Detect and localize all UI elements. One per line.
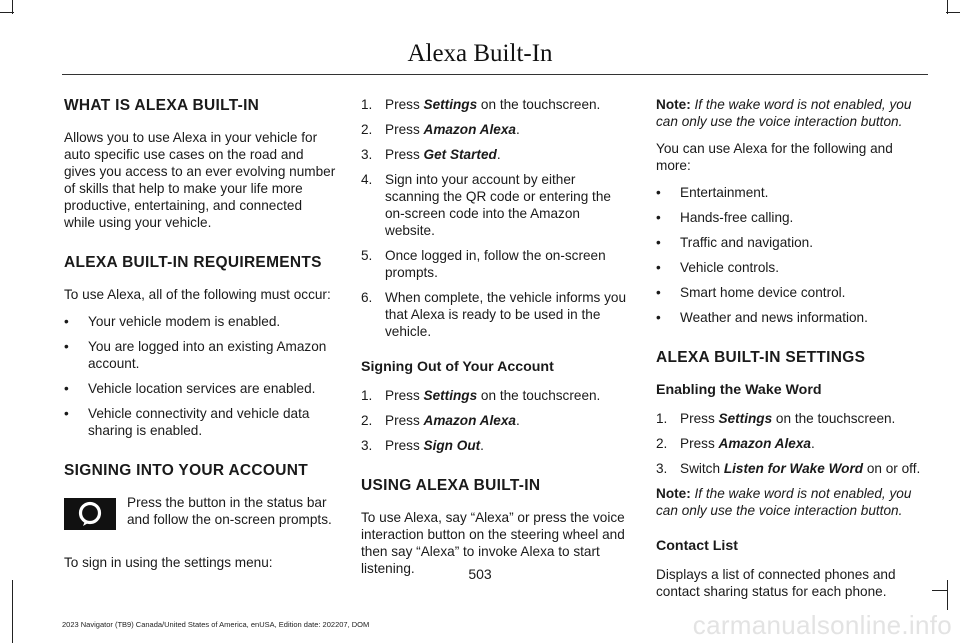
paragraph-uses-intro: You can use Alexa for the following and more: — [656, 141, 893, 173]
icon-instruction — [64, 494, 336, 542]
icon-instruction-text: Press the button in the status bar and follow the on-screen prompts. — [127, 495, 332, 527]
crop-mark-bottom-right-h — [932, 590, 948, 591]
paragraph-contact-list: Displays a list of connected phones and contact sharing status for each phone. — [656, 567, 896, 599]
column-1 — [64, 96, 336, 581]
heading-signing-out: Signing Out of Your Account — [361, 359, 554, 375]
list-item: • Smart home device control. — [656, 285, 846, 300]
list-item: • Entertainment. — [656, 185, 769, 200]
heading-contact-list: Contact List — [656, 538, 738, 554]
crop-mark-bottom-right-v — [947, 580, 948, 610]
list-item: • Weather and news information. — [656, 310, 868, 325]
column-3 — [656, 96, 928, 610]
uses-list — [656, 184, 928, 326]
list-item: 2. Press Amazon Alexa. — [361, 413, 520, 428]
alexa-logo-icon — [64, 498, 116, 530]
header-rule — [62, 74, 928, 75]
heading-what-is-alexa: WHAT IS ALEXA BUILT-IN — [64, 97, 260, 114]
heading-alexa-settings: ALEXA BUILT-IN SETTINGS — [656, 349, 866, 366]
heading-wake-word: Enabling the Wake Word — [656, 382, 822, 398]
requirements-list — [64, 313, 336, 439]
list-item: 3. Press Get Started. — [361, 147, 501, 162]
list-item: 6. When complete, the vehicle informs you that Alexa is ready to be used in the vehicle. — [361, 290, 627, 339]
list-item: • Traffic and navigation. — [656, 235, 813, 250]
list-item: • Your vehicle modem is enabled. — [64, 314, 281, 329]
page-title: Alexa Built-In — [407, 40, 553, 67]
heading-using-alexa: USING ALEXA BUILT-IN — [361, 477, 541, 494]
paragraph-using-alexa: To use Alexa, say “Alexa” or press the voice interaction button on the steering wheel and then say “Alexa” to invoke Alexa to start listening. — [361, 510, 625, 576]
heading-signing-in: SIGNING INTO YOUR ACCOUNT — [64, 462, 309, 479]
paragraph-settings-menu: To sign in using the settings menu: — [64, 555, 273, 570]
list-item: 1. Press Settings on the touchscreen. — [361, 97, 601, 112]
wake-word-steps — [656, 410, 928, 477]
list-item: 2. Press Amazon Alexa. — [361, 122, 520, 137]
crop-mark-bottom-left-v — [12, 580, 13, 643]
list-item: 1. Press Settings on the touchscreen. — [361, 388, 601, 403]
list-item: 5. Once logged in, follow the on-screen prompts. — [361, 248, 606, 280]
column-2 — [361, 96, 633, 587]
list-item: 1. Press Settings on the touchscreen. — [656, 411, 896, 426]
note: Note: If the wake word is not enabled, you can only use the voice interaction button. — [656, 486, 912, 518]
paragraph-what-is-alexa: Allows you to use Alexa in your vehicle for auto specific use cases on the road and gives you access to an ever evolving number of skills that help to make your life more productive, entertaining, and connected while using your vehicle. — [64, 130, 336, 230]
crop-mark-top-right-h — [946, 12, 960, 13]
list-item: 3. Press Sign Out. — [361, 438, 484, 453]
list-item: • Vehicle controls. — [656, 260, 779, 275]
heading-requirements: ALEXA BUILT-IN REQUIREMENTS — [64, 254, 322, 271]
list-item: 4. Sign into your account by either scanning the QR code or entering the on-screen code into the Amazon website. — [361, 172, 611, 238]
list-item: 3. Switch Listen for Wake Word on or off. — [656, 461, 921, 476]
list-item: • Hands-free calling. — [656, 210, 794, 225]
crop-mark-top-left-h — [0, 12, 14, 13]
paragraph-requirements-intro: To use Alexa, all of the following must occur: — [64, 287, 331, 302]
sign-in-steps — [361, 96, 633, 340]
list-item: • You are logged into an existing Amazon account. — [64, 339, 327, 371]
sign-out-steps — [361, 387, 633, 454]
note: Note: If the wake word is not enabled, you can only use the voice interaction button. — [656, 97, 912, 129]
list-item: 2. Press Amazon Alexa. — [656, 436, 815, 451]
list-item: • Vehicle location services are enabled. — [64, 381, 316, 396]
page-number: 503 — [468, 566, 492, 582]
footer-edition-info: 2023 Navigator (TB9) Canada/United States of America, enUSA, Edition date: 202207, DOM — [62, 620, 370, 629]
list-item: • Vehicle connectivity and vehicle data sharing is enabled. — [64, 406, 310, 438]
watermark: carmanualsonline.info — [692, 610, 952, 640]
